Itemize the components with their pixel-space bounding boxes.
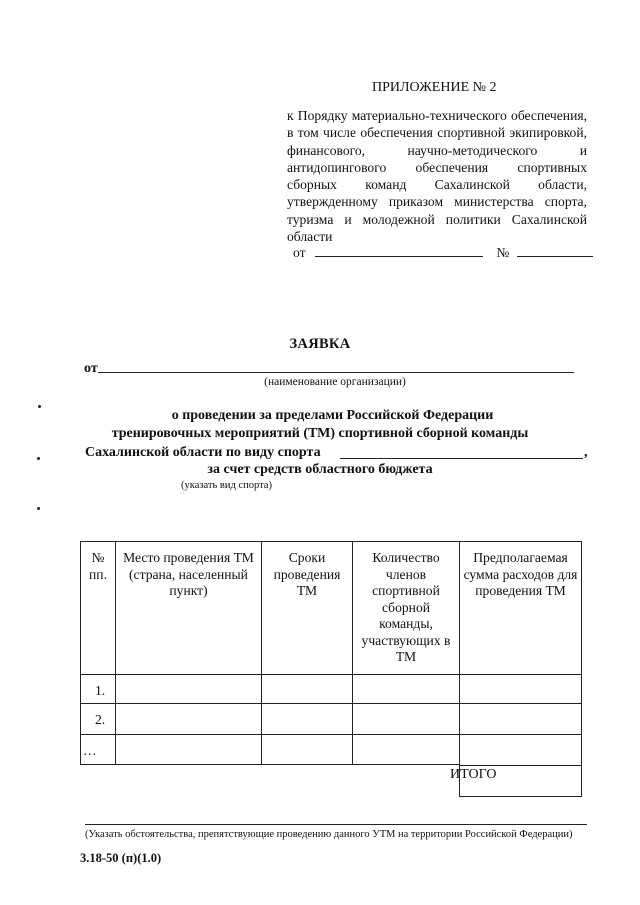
table-cell xyxy=(261,734,352,765)
organization-name-hint: (наименование организации) xyxy=(264,376,406,388)
table-cell xyxy=(115,734,261,765)
circumstances-blank xyxy=(85,824,587,825)
request-title: ЗАЯВКА xyxy=(289,336,351,352)
total-label: ИТОГО xyxy=(450,767,497,782)
row-number: 1. xyxy=(80,674,115,703)
sport-hint: (указать вид спорта) xyxy=(181,480,272,491)
subject-line-1: о проведении за пределами Российской Федерации xyxy=(171,408,494,423)
events-table xyxy=(80,541,582,797)
subject-line-2: тренировочных мероприятий (ТМ) спортивной сборной команды xyxy=(111,426,529,441)
appendix-date-number-line xyxy=(293,244,593,261)
appendix-title: ПРИЛОЖЕНИЕ № 2 xyxy=(372,80,497,95)
header-location: Место проведения ТМ (страна, населенный пункт) xyxy=(115,541,261,674)
table-cell xyxy=(459,674,582,703)
header-number: № пп. xyxy=(80,541,115,674)
appendix-date-blank xyxy=(315,244,483,257)
scan-mark xyxy=(37,507,40,510)
request-from-label: от xyxy=(84,361,98,376)
scan-mark xyxy=(38,405,41,408)
row-number: … xyxy=(80,734,115,765)
table-cell xyxy=(261,674,352,703)
table-cell xyxy=(261,703,352,734)
table-cell xyxy=(115,674,261,703)
table-cell xyxy=(352,734,459,765)
total-cell xyxy=(459,765,582,797)
subject-line-3: Сахалинской области по виду спорта xyxy=(85,445,321,460)
circumstances-hint: (Указать обстоятельства, препятствующие проведению данного УТМ на территории Российской Федерации) xyxy=(85,829,573,840)
appendix-number-label: № xyxy=(496,245,510,260)
table-cell xyxy=(115,703,261,734)
table-cell xyxy=(352,703,459,734)
appendix-reference-text: к Порядку материально-технического обеспечения, в том числе обеспечения спортивной экипировкой, финансового, научно-методического и антидопингового обеспечения спортивных сборных команд Сахалинской области, утвержденному приказом министерства спорта, туризма и молодежной политики Сахалинской области xyxy=(287,108,587,245)
header-estimated-cost: Предполагаемая сумма расходов для проведения ТМ xyxy=(459,541,582,674)
scan-mark xyxy=(37,457,40,460)
sport-name-blank xyxy=(340,458,583,459)
appendix-from-label: от xyxy=(293,245,306,260)
document-code: 3.18-50 (п)(1.0) xyxy=(80,851,162,865)
table-cell xyxy=(459,734,582,765)
row-number: 2. xyxy=(80,703,115,734)
appendix-number-blank xyxy=(517,244,593,257)
organization-name-blank xyxy=(98,372,574,373)
subject-line-3-comma: , xyxy=(584,445,588,460)
header-dates: Сроки проведения ТМ xyxy=(261,541,352,674)
table-cell xyxy=(352,674,459,703)
subject-line-4: за счет средств областного бюджета xyxy=(207,462,433,477)
header-team-members: Количество членов спортивной сборной команды, участвующих в ТМ xyxy=(352,541,459,674)
table-cell xyxy=(459,703,582,734)
